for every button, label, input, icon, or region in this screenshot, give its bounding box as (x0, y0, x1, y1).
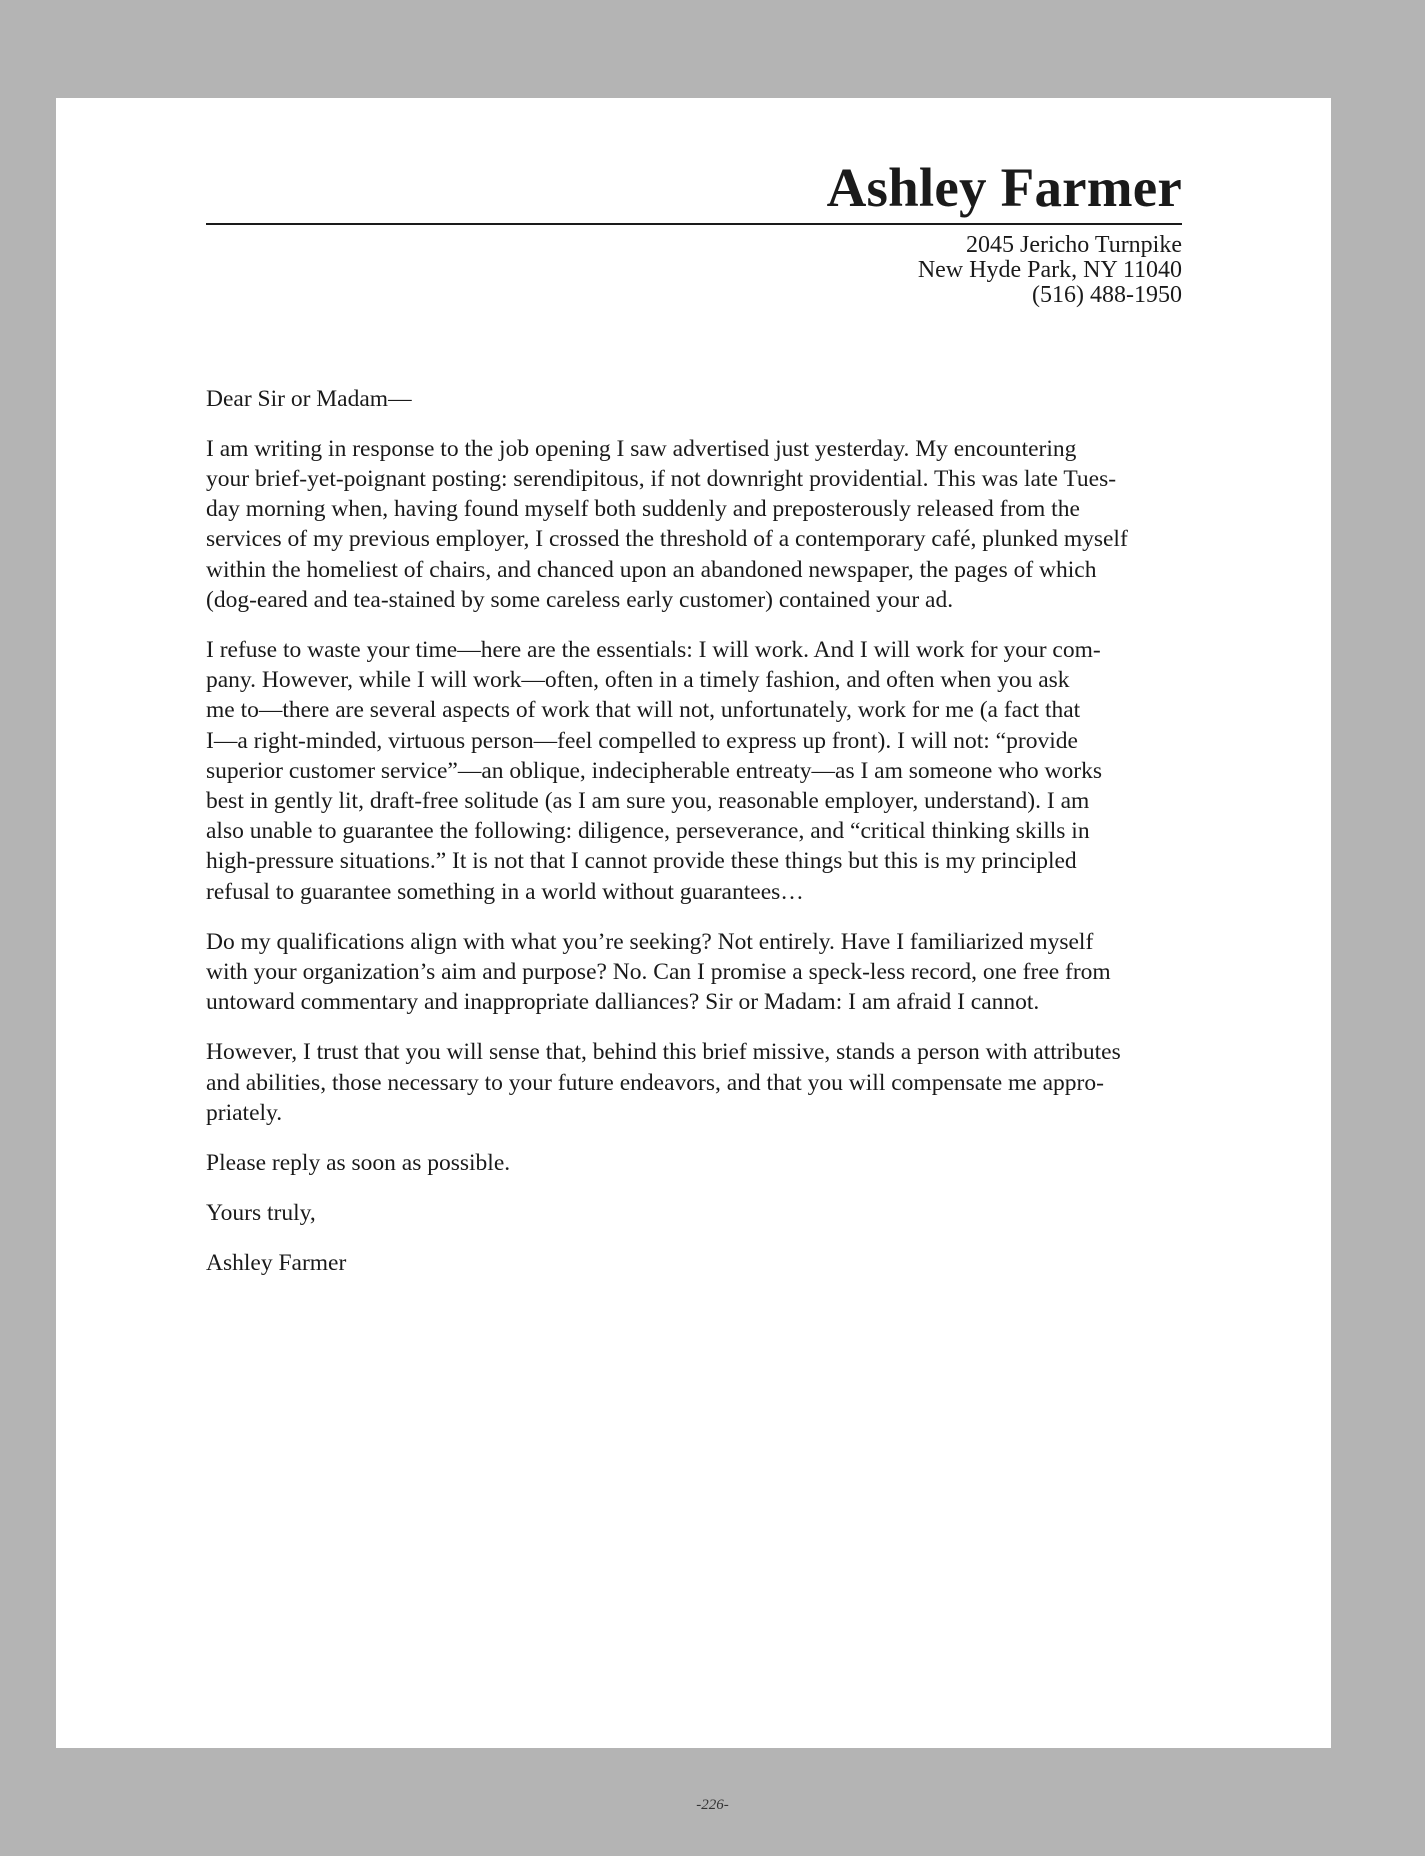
paragraph-intro (206, 434, 1182, 615)
letterhead-divider (206, 223, 1182, 225)
text-line: your brief-yet-poignant posting: serendipitous, if not downright providential. This was late Tues- (206, 465, 1117, 492)
paragraph-essentials (206, 635, 1182, 907)
text-line: and abilities, those necessary to your future endeavors, and that you will compensate me appro- (206, 1069, 1104, 1096)
text-line: also unable to guarantee the following: diligence, perseverance, and “critical thinking skills in (206, 818, 1090, 845)
address-street: 2045 Jericho Turnpike (966, 231, 1182, 258)
text-line: with your organization’s aim and purpose? No. Can I promise a speck-less record, one free from (206, 958, 1111, 985)
text-line: within the homeliest of chairs, and chanced upon an abandoned newspaper, the pages of which (206, 556, 1097, 583)
closing: Yours truly, (206, 1200, 316, 1227)
text-line: Do my qualifications align with what you’re seeking? Not entirely. Have I familiarized myself (206, 928, 1094, 955)
text-line: pany. However, while I will work—often, often in a timely fashion, and often when you ask (206, 667, 1070, 694)
text-line: services of my previous employer, I crossed the threshold of a contemporary café, plunked myself (206, 526, 1128, 553)
text-line: (dog-eared and tea-stained by some careless early customer) contained your ad. (206, 586, 954, 613)
sender-address (206, 233, 1182, 308)
text-line: me to—there are several aspects of work that will not, unfortunately, work for me (a fact that (206, 697, 1081, 724)
text-line: However, I trust that you will sense that, behind this brief missive, stands a person with attributes (206, 1039, 1121, 1066)
text-line: superior customer service”—an oblique, indecipherable entreaty—as I am someone who works (206, 757, 1102, 784)
address-city: New Hyde Park, NY 11040 (917, 256, 1182, 283)
signature: Ashley Farmer (206, 1250, 347, 1277)
text-line: priately. (206, 1099, 283, 1126)
paragraph-qualifications (206, 927, 1182, 1018)
cover-letter (206, 158, 1182, 1299)
text-line: I refuse to waste your time—here are the essentials: I will work. And I will work for your com- (206, 636, 1101, 663)
text-line: refusal to guarantee something in a world without guarantees… (206, 878, 804, 905)
text-line: day morning when, having found myself both suddenly and preposterously released from the (206, 496, 1080, 523)
paragraph-trust (206, 1037, 1182, 1128)
document-page (56, 98, 1331, 1748)
letter-body (206, 384, 1182, 1279)
text-line: I am writing in response to the job opening I saw advertised just yesterday. My encountering (206, 435, 1077, 462)
text-line: I—a right-minded, virtuous person—feel compelled to express up front). I will not: “provide (206, 727, 1078, 754)
text-line: best in gently lit, draft-free solitude (as I am sure you, reasonable employer, understand). I am (206, 787, 1090, 814)
text-line: untoward commentary and inappropriate dalliances? Sir or Madam: I am afraid I cannot. (206, 989, 1040, 1016)
salutation: Dear Sir or Madam— (206, 385, 412, 412)
page-number: -226- (696, 1797, 729, 1813)
letterhead-name: Ashley Farmer (826, 157, 1182, 218)
text-line: high-pressure situations.” It is not that I cannot provide these things but this is my principled (206, 848, 1077, 875)
paragraph-reply: Please reply as soon as possible. (206, 1149, 511, 1176)
address-phone: (516) 488-1950 (1032, 281, 1182, 308)
